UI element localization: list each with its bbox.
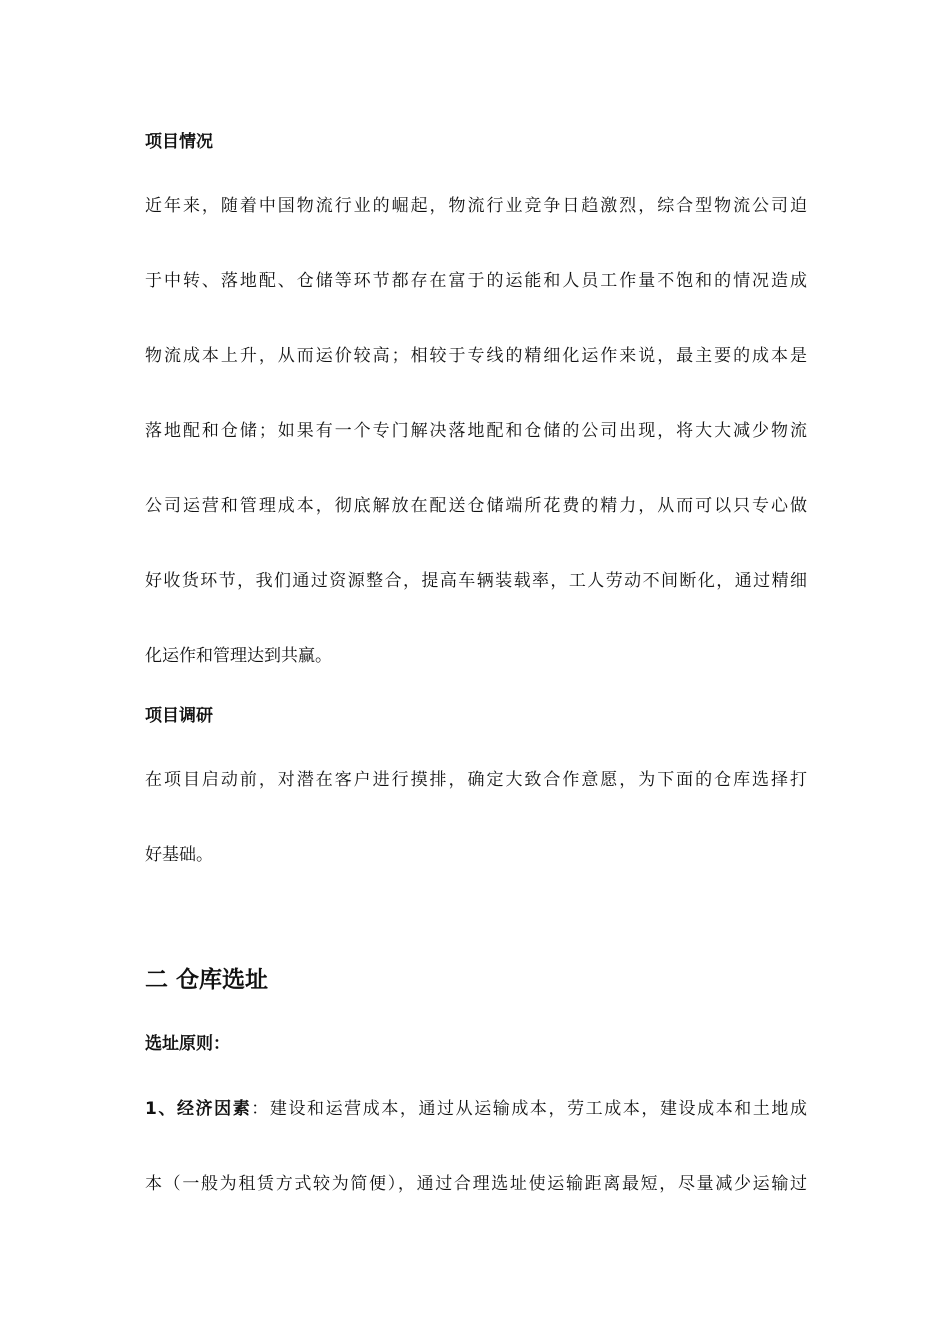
list-item-title: 经济因素 — [176, 1099, 252, 1119]
list-item-separator: ： — [251, 1099, 270, 1119]
list-item-economic-factors — [145, 1099, 807, 1119]
paragraph-line: 公司运营和管理成本，彻底解放在配送仓储端所花费的精力，从而可以只专心做 — [145, 496, 807, 516]
heading-project-status: 项目情况 — [145, 132, 213, 152]
paragraph-line: 物流成本上升，从而运价较高；相较于专线的精细化运作来说，最主要的成本是 — [145, 346, 807, 366]
paragraph-line: 落地配和仓储；如果有一个专门解决落地配和仓储的公司出现，将大大减少物流 — [145, 421, 807, 441]
heading-warehouse-site-selection: 二 仓库选址 — [145, 967, 269, 993]
list-item-text: 建设和运营成本，通过从运输成本，劳工成本，建设成本和土地成 — [269, 1099, 807, 1119]
paragraph-line: 好收货环节，我们通过资源整合，提高车辆装载率，工人劳动不间断化，通过精细 — [145, 571, 807, 591]
subheading-site-principles: 选址原则： — [145, 1034, 230, 1054]
paragraph-line: 好基础。 — [145, 845, 213, 865]
paragraph-line: 化运作和管理达到共赢。 — [145, 646, 332, 666]
heading-project-research: 项目调研 — [145, 706, 213, 726]
paragraph-line: 在项目启动前，对潜在客户进行摸排，确定大致合作意愿，为下面的仓库选择打 — [145, 770, 807, 790]
paragraph-line: 本（一般为租赁方式较为简便），通过合理选址使运输距离最短，尽量减少运输过 — [145, 1174, 807, 1194]
list-number: 1、 — [145, 1099, 177, 1119]
paragraph-line: 于中转、落地配、仓储等环节都存在富于的运能和人员工作量不饱和的情况造成 — [145, 271, 807, 291]
paragraph-line: 近年来，随着中国物流行业的崛起，物流行业竞争日趋激烈，综合型物流公司迫 — [145, 196, 807, 216]
